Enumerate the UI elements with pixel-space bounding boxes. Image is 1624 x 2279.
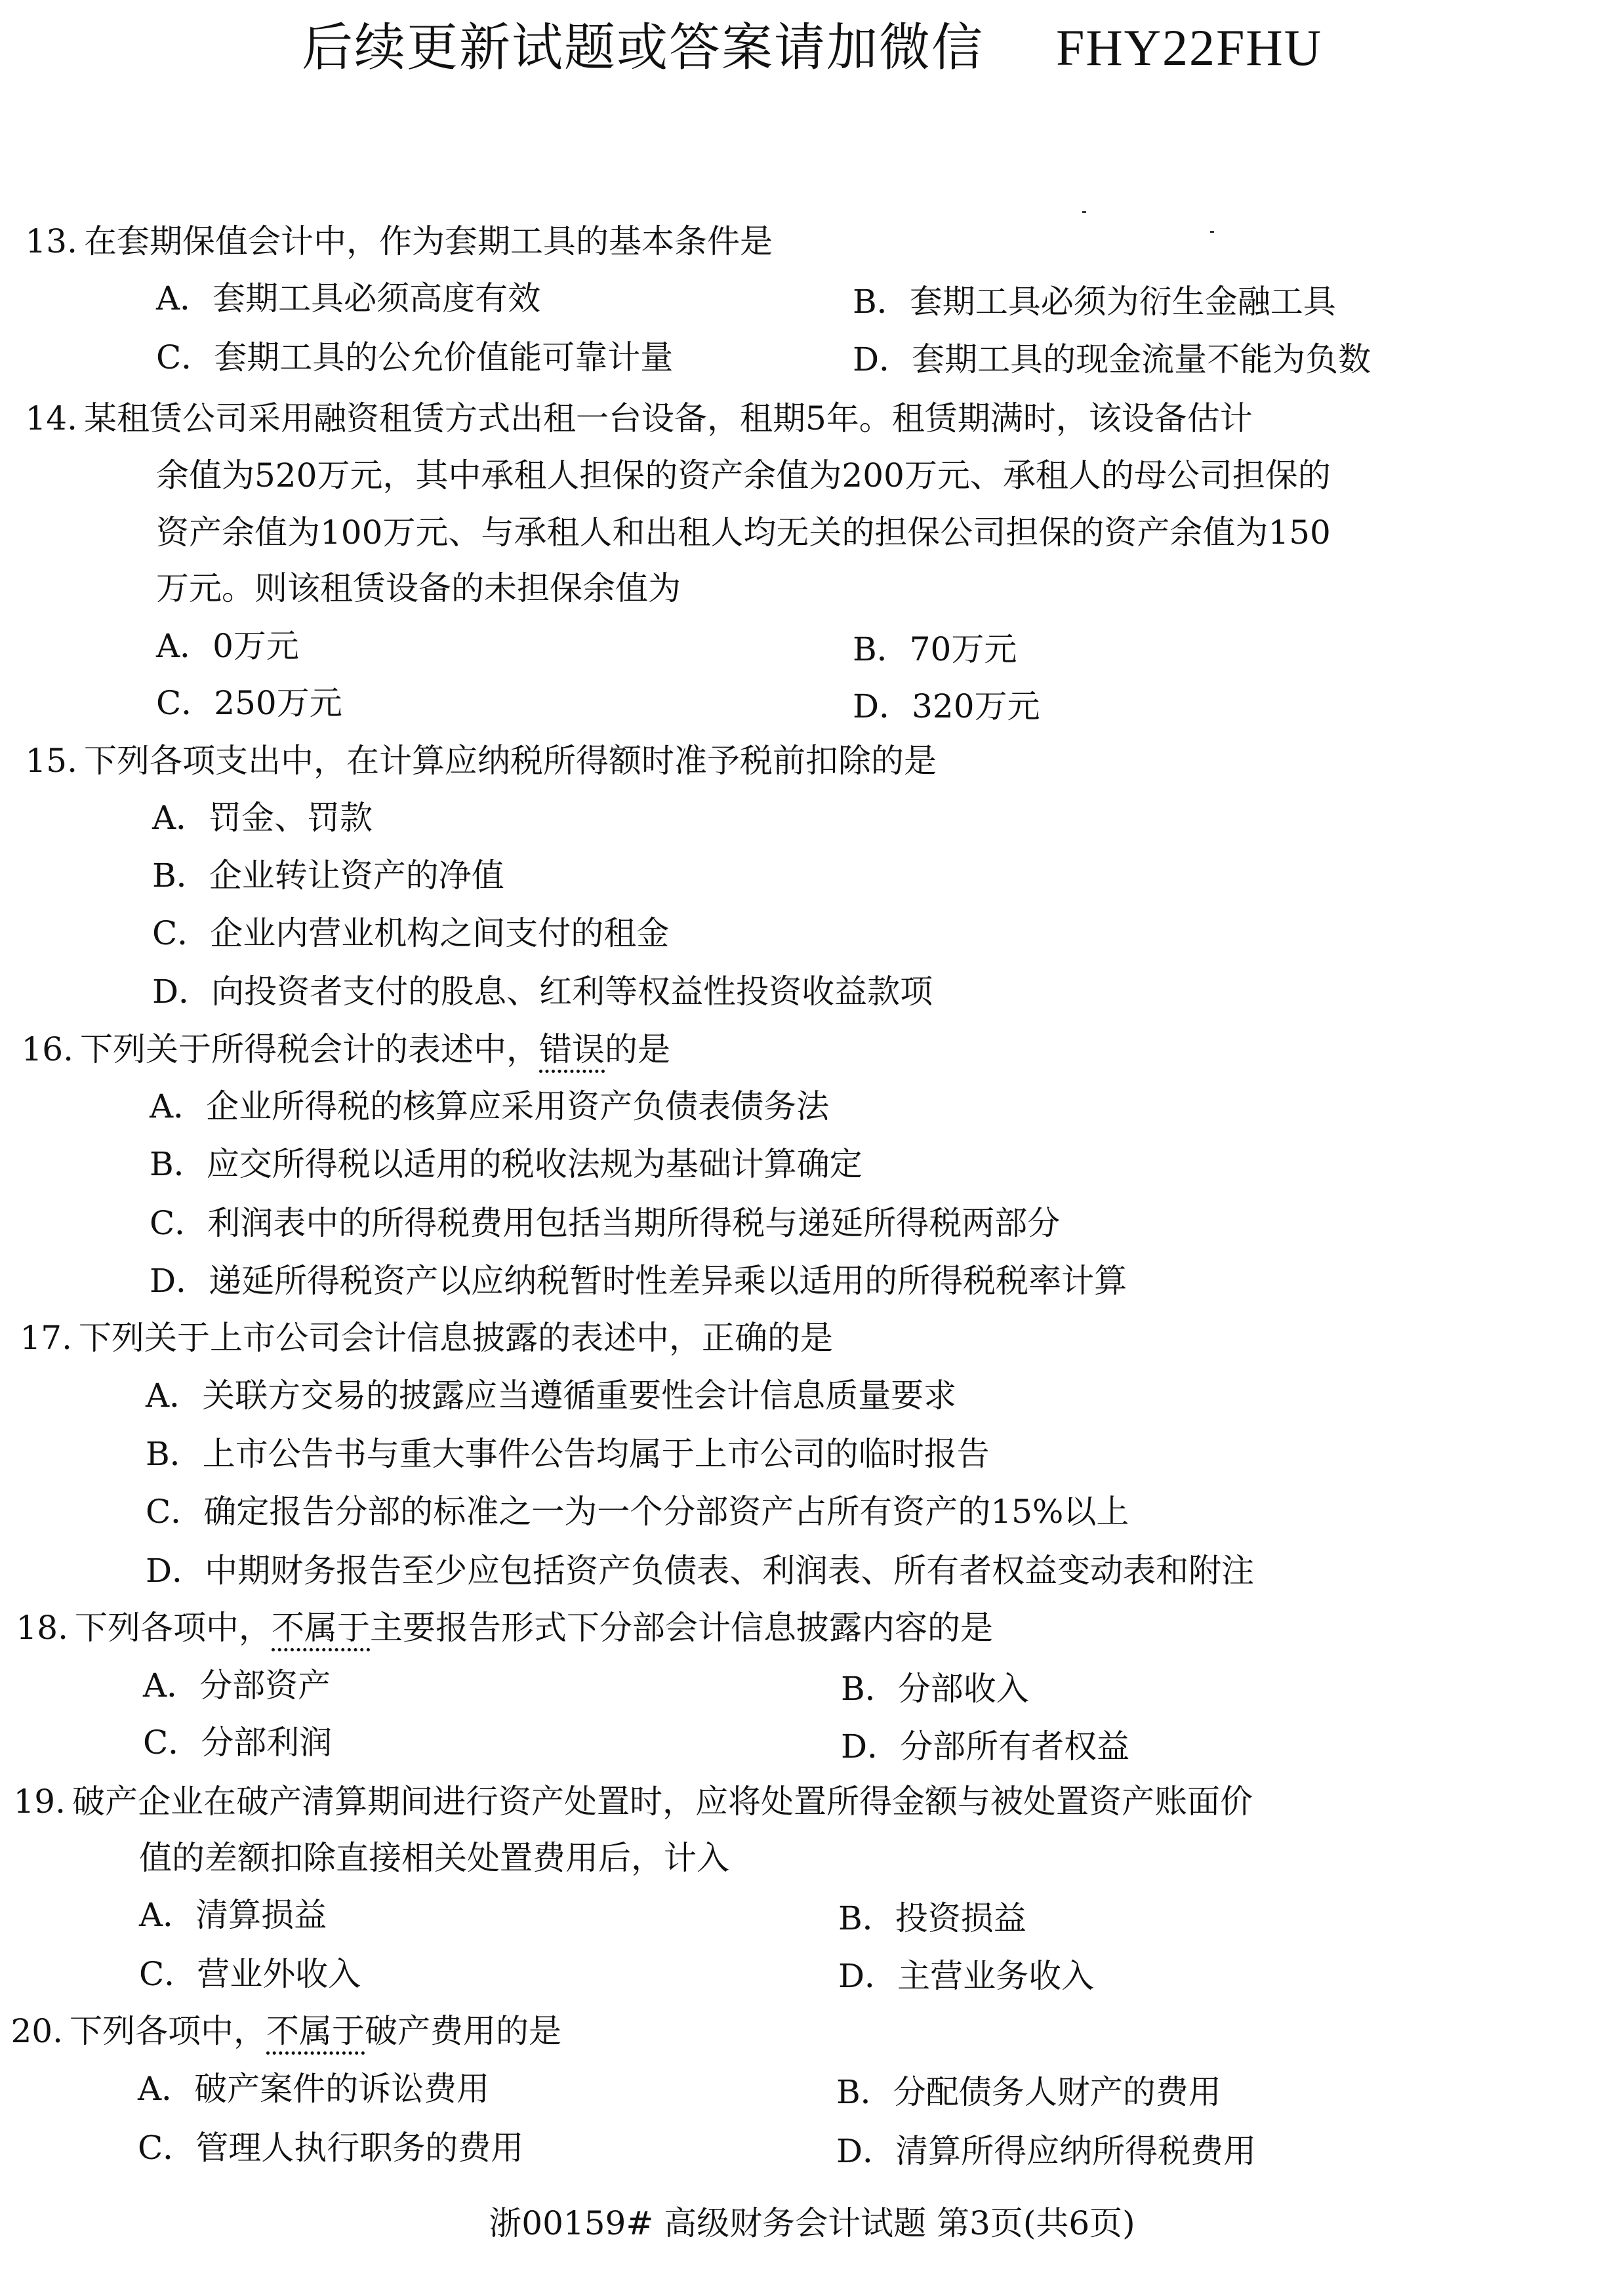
question-14-stem: 14. 某租赁公司采用融资租赁方式出租一台设备，租期5年。租赁期满时，该设备估计 [0, 395, 1253, 441]
question-number: 14. [25, 399, 77, 437]
question-16-stem: 16. 下列关于所得税会计的表述中，错误的是 [0, 1026, 670, 1072]
emphasis-not-belong: 不属于 [272, 1609, 370, 1647]
question-14-stem-line-4: 万元。则该租赁设备的未担保余值为 [156, 569, 681, 607]
question-number: 16. [21, 1030, 73, 1068]
option-14-c: C．250万元 [156, 684, 342, 722]
option-18-b: B．分部收入 [841, 1670, 1029, 1708]
question-15-stem: 15. 下列各项支出中，在计算应纳税所得额时准予税前扣除的是 [0, 738, 937, 784]
option-14-b: B．70万元 [853, 630, 1017, 668]
option-19-c: C．营业外收入 [139, 1955, 361, 1993]
question-number: 19. [13, 1783, 66, 1821]
header-wechat-id: FHY22FHU [1055, 19, 1323, 76]
option-17-a: A．关联方交易的披露应当遵循重要性会计信息质量要求 [146, 1377, 957, 1415]
scan-speck [1210, 231, 1214, 233]
option-20-d: D．清算所得应纳所得税费用 [836, 2132, 1257, 2170]
option-17-c: C．确定报告分部的标准之一为一个分部资产占所有资产的15%以上 [146, 1493, 1129, 1531]
option-13-b: B．套期工具必须为衍生金融工具 [853, 283, 1336, 321]
page-footer: 浙00159# 高级财务会计试题 第3页(共6页) [489, 2204, 1135, 2242]
option-18-a: A．分部资产 [143, 1666, 331, 1704]
option-18-c: C．分部利润 [143, 1724, 333, 1762]
header-notice: 后续更新试题或答案请加微信 [301, 18, 984, 77]
option-18-d: D．分部所有者权益 [841, 1727, 1130, 1765]
question-18-stem: 18. 下列各项中，不属于主要报告形式下分部会计信息披露内容的是 [0, 1605, 993, 1651]
option-19-a: A．清算损益 [139, 1896, 327, 1934]
question-17-stem: 17. 下列关于上市公司会计信息披露的表述中，正确的是 [0, 1315, 833, 1361]
question-number: 17. [20, 1319, 72, 1357]
question-number: 15. [25, 742, 77, 780]
scan-speck [1082, 211, 1086, 213]
option-20-b: B．分配债务人财产的费用 [836, 2073, 1221, 2111]
option-16-a: A．企业所得税的核算应采用资产负债表债务法 [150, 1087, 830, 1125]
question-number: 18. [16, 1609, 68, 1647]
question-20-stem: 20. 下列各项中，不属于破产费用的是 [0, 2008, 561, 2054]
option-17-d: D．中期财务报告至少应包括资产负债表、利润表、所有者权益变动表和附注 [146, 1552, 1255, 1590]
question-13-stem: 13. 在套期保值会计中，作为套期工具的基本条件是 [0, 218, 773, 264]
option-19-b: B．投资损益 [838, 1899, 1026, 1937]
option-20-a: A．破产案件的诉讼费用 [138, 2070, 490, 2108]
question-14-stem-line-3: 资产余值为100万元、与承租人和出租人均无关的担保公司担保的资产余值为150 [156, 514, 1331, 552]
option-17-b: B．上市公告书与重大事件公告均属于上市公司的临时报告 [146, 1435, 990, 1473]
question-number: 13. [25, 222, 77, 260]
question-19-stem: 19. 破产企业在破产清算期间进行资产处置时，应将处置所得金额与被处置资产账面价 [0, 1779, 1253, 1825]
question-14-stem-line-2: 余值为520万元，其中承租人担保的资产余值为200万元、承租人的母公司担保的 [156, 456, 1331, 494]
option-16-b: B．应交所得税以适用的税收法规为基础计算确定 [150, 1145, 863, 1183]
emphasis-not-belong: 不属于 [266, 2012, 365, 2050]
option-15-b: B．企业转让资产的净值 [152, 857, 504, 895]
option-16-d: D．递延所得税资产以应纳税暂时性差异乘以适用的所得税税率计算 [150, 1262, 1127, 1300]
question-19-stem-line-2: 值的差额扣除直接相关处置费用后，计入 [139, 1839, 729, 1877]
option-15-d: D．向投资者支付的股息、红利等权益性投资收益款项 [152, 973, 933, 1011]
option-19-d: D．主营业务收入 [838, 1957, 1095, 1995]
emphasis-wrong: 错误 [539, 1030, 605, 1068]
option-20-c: C．管理人执行职务的费用 [138, 2129, 524, 2167]
option-13-d: D．套期工具的现金流量不能为负数 [853, 340, 1371, 378]
option-13-c: C．套期工具的公允价值能可靠计量 [156, 338, 674, 376]
option-16-c: C．利润表中的所得税费用包括当期所得税与递延所得税两部分 [150, 1204, 1061, 1242]
question-number: 20. [10, 2012, 63, 2050]
option-14-d: D．320万元 [853, 687, 1040, 725]
option-15-a: A．罚金、罚款 [152, 799, 373, 837]
option-14-a: A．0万元 [156, 627, 299, 665]
option-15-c: C．企业内营业机构之间支付的租金 [152, 914, 670, 952]
option-13-a: A．套期工具必须高度有效 [156, 279, 541, 317]
